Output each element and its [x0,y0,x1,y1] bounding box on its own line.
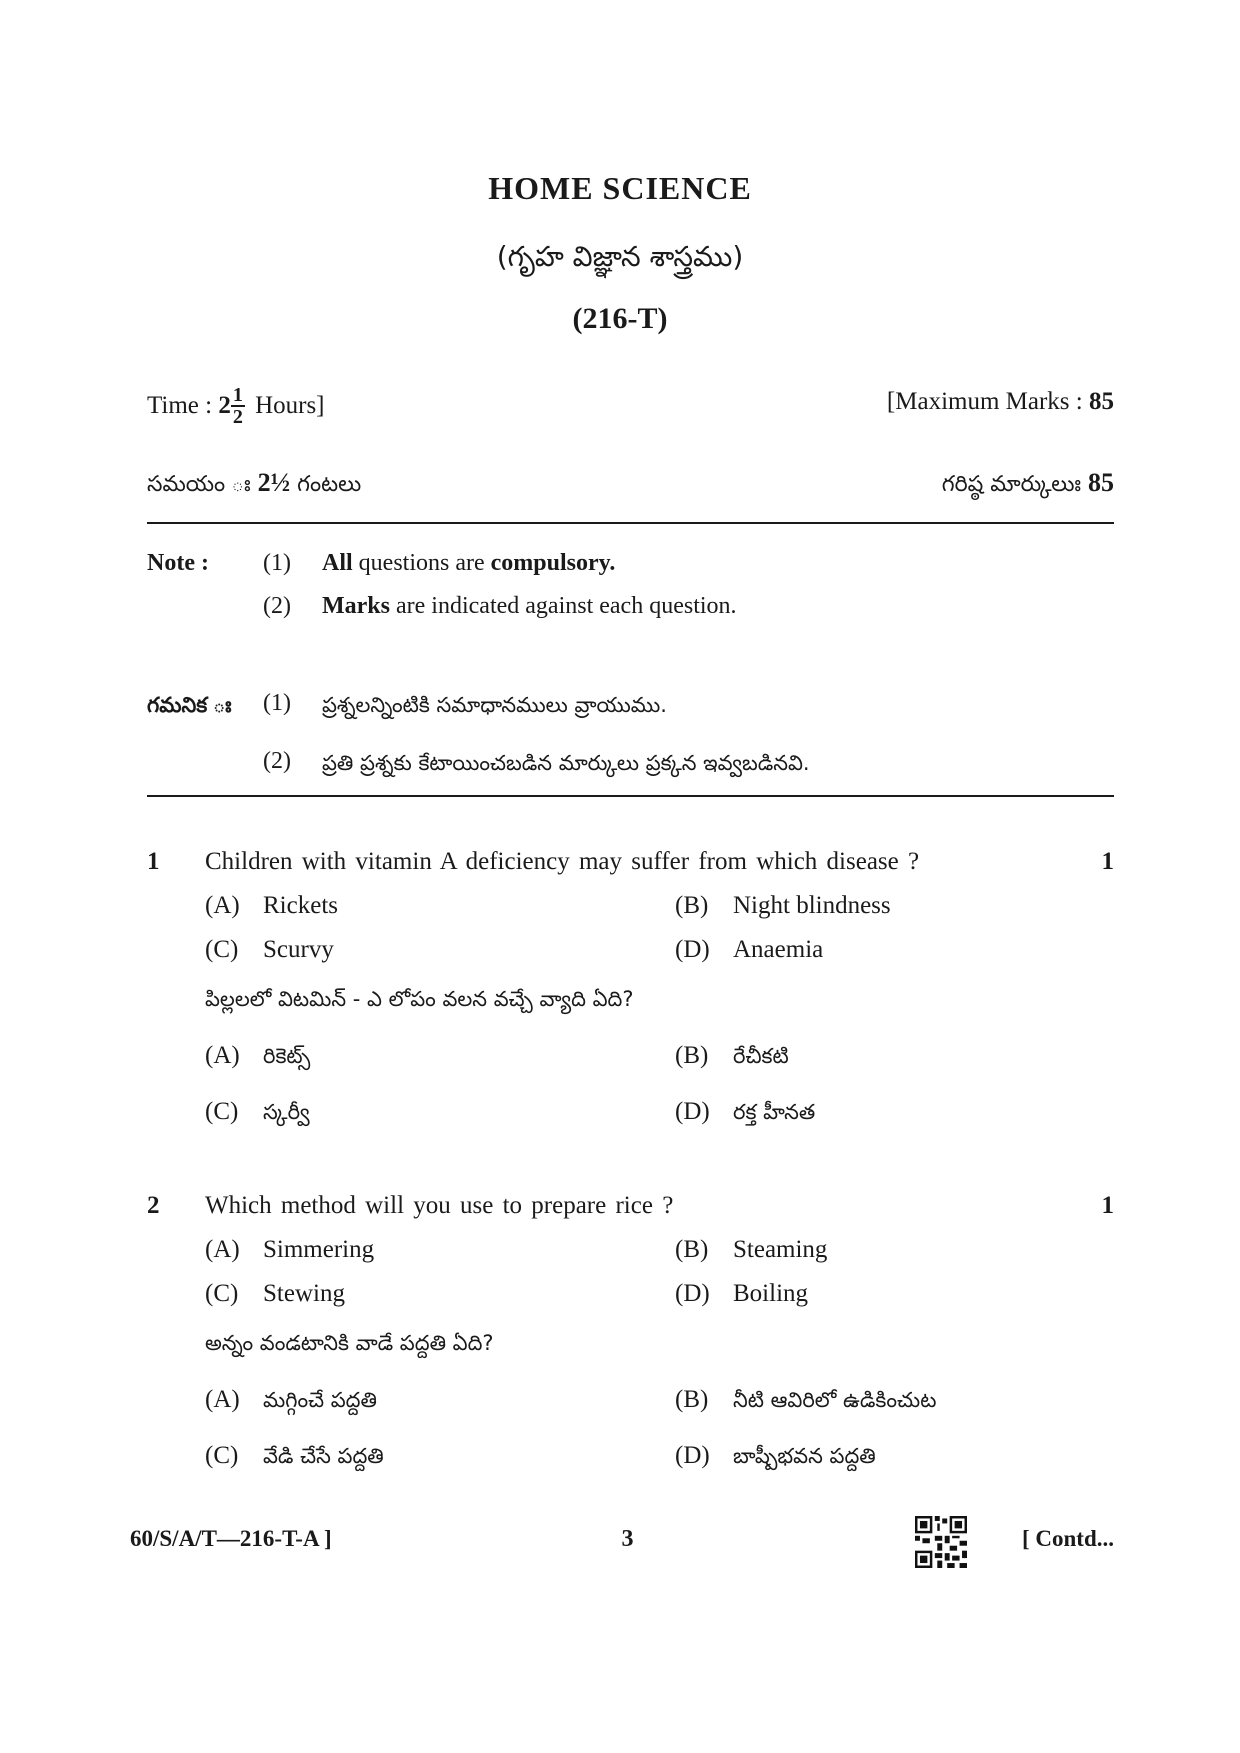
option-text-te: రికెట్స్ [263,1044,311,1068]
note-te-label: గమనిక ః [147,693,232,717]
max-marks-en [887,388,1114,416]
option-text: Anaemia [733,936,824,963]
question-text: Which method will you use to prepare rice ? [205,1192,674,1219]
note-te-item: ప్రతి ప్రశ్నకు కేటాయించబడిన మార్కులు ప్రక్కన ఇవ్వబడినవి. [322,751,810,775]
question-text: Children with vitamin A deficiency may suffer from which disease ? [205,848,920,875]
option-text-te: నీటి ఆవిరిలో ఉడికించుట [733,1388,937,1412]
option-letter: (A) [205,892,240,919]
question-marks: 1 [1101,1192,1114,1219]
max-marks-te [942,468,1114,502]
option-c [205,936,334,964]
page-title-telugu: (గృహ విజ్ఞాన శాస్త్రము) [496,240,744,273]
continued-label: [ Contd... [1021,1526,1114,1551]
option-text: Steaming [733,1236,828,1263]
note-label: Note : [147,550,209,576]
question-text-te: అన్నం వండటానికి వాడే పద్దతి ఏది? [205,1331,494,1355]
max-marks-label: [Maximum Marks : [886,388,1083,415]
option-a [205,892,338,920]
option-letter: (D) [675,936,710,963]
time-allowed-te [147,468,361,502]
time-whole: 2 [218,392,231,419]
time-label: Time : [147,392,213,419]
subject-code: (216-T) [572,302,668,335]
option-letter: (A) [205,1042,240,1069]
time-te-unit: గంటలు [297,472,362,497]
option-letter: (B) [675,1042,709,1069]
note-item [322,550,615,577]
option-a-te [205,1042,310,1074]
option-text: Rickets [263,892,338,919]
note-item [322,593,737,620]
time-unit: Hours] [255,392,325,419]
option-letter: (A) [205,1236,240,1263]
option-letter: (C) [205,1442,239,1469]
divider-top [147,522,1114,524]
option-text: Night blindness [733,892,891,919]
note-item-num: (1) [263,550,291,576]
page-title: HOME SCIENCE [488,170,752,206]
time-fraction-num: 1 [232,384,243,406]
option-b [675,1236,827,1264]
option-text: Simmering [263,1236,375,1263]
option-text-te: మగ్గించే పద్దతి [263,1388,377,1412]
option-text-te: స్కర్వీ [263,1100,310,1124]
qr-code-icon [915,1516,967,1568]
option-letter: (A) [205,1386,240,1413]
option-b [675,892,891,920]
note-item-num: (2) [263,593,291,619]
option-text-te: బాష్పీభవన పద్దతి [733,1444,876,1468]
question-marks: 1 [1101,848,1114,875]
option-c-te [205,1098,310,1130]
option-a [205,1236,374,1264]
divider-bottom [147,795,1114,797]
option-letter: (D) [675,1098,710,1125]
note-text: questions are [352,550,491,576]
note-te-item: ప్రశ్నలన్నింటికి సమాధానములు వ్రాయుము. [322,693,667,717]
question-text-te: పిల్లలలో విటమిన్ - ఎ లోపం వలన వచ్చే వ్యాది ఏది? [205,987,634,1011]
max-marks-te-label: గరిష్ఠ మార్కులుః [941,472,1081,497]
note-bold: compulsory. [490,550,616,576]
question-number: 1 [147,848,160,875]
option-letter: (D) [675,1280,710,1307]
note-bold: Marks [322,593,390,619]
page-number: 3 [621,1526,634,1552]
option-letter: (B) [675,1236,709,1263]
option-text-te: రక్త హీనత [733,1100,816,1124]
option-letter: (B) [675,1386,709,1413]
max-marks-value: 85 [1089,388,1114,415]
option-letter: (C) [205,1280,239,1307]
option-text-te: రేచీకటి [733,1044,789,1068]
option-d-te [675,1442,876,1474]
time-allowed-en [147,385,325,427]
note-te-item-num: (2) [263,748,291,774]
option-letter: (C) [205,936,239,963]
note-te-item-num: (1) [263,690,291,716]
option-text: Stewing [263,1280,345,1307]
time-fraction-den: 2 [232,406,243,428]
paper-code: 60/S/A/T—216-T-A ] [130,1526,332,1551]
option-d-te [675,1098,815,1130]
option-letter: (D) [675,1442,710,1469]
option-text: Boiling [733,1280,809,1307]
time-te-value: 2½ [257,468,291,497]
option-text-te: వేడి చేసే పద్దతి [263,1444,384,1468]
max-marks-te-value: 85 [1088,468,1114,497]
option-letter: (B) [675,892,709,919]
option-d [675,1280,808,1308]
time-fraction [231,385,245,427]
option-a-te [205,1386,377,1418]
option-letter: (C) [205,1098,239,1125]
note-bold: All [322,550,353,576]
option-c-te [205,1442,384,1474]
option-d [675,936,823,964]
note-text: are indicated against each question. [390,593,737,619]
option-b-te [675,1042,789,1074]
option-b-te [675,1386,936,1418]
option-c [205,1280,345,1308]
question-number: 2 [147,1192,160,1219]
time-te-label: సమయం ః [147,472,251,497]
option-text: Scurvy [263,936,334,963]
